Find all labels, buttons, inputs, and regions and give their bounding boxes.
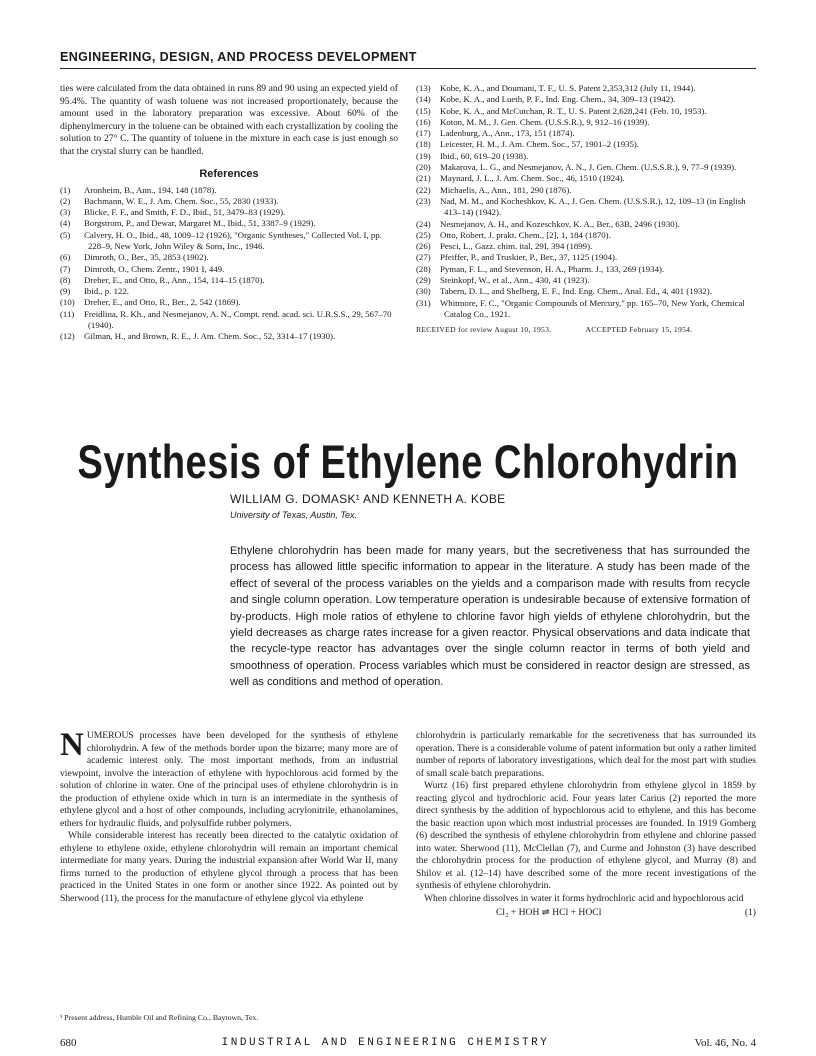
reference-number: (10) [60,297,75,308]
body-paragraph-1: NUMEROUS processes have been developed for the synthesis of ethylene chlorohydrin. A few of the methods border upon the bizarre; many more are of academic interest only. The most important methods, from an industrial viewpoint, involve the interaction of ethylene with hypochlorous acid formed by the solution of chlorine in water. One of the principal uses of ethylene chlorohydrin is in the production of ethylene oxide which in turn is an intermediate in the synthesis of ethylene glycol and a host of other compounds, including acrylonitrile, ethanolamines, ethers for hydraulic fluids, and polysulfide rubber polymers. [60,727,398,829]
reference-number: (9) [60,286,71,297]
right-top-column [416,83,756,337]
body-paragraph-2: While considerable interest has recently been directed to the catalytic oxidation of ethylene to ethylene oxide, ethylene chlorohydrin will remain an important chemical intermediate for many years. During the industrial expansion after World War II, many firms turned to the production of ethylene glycol through a process that has been practiced in the United States in one form or another since 1922. As pointed out by Sherwood (11), the process for the manufacture of ethylene glycol via ethylene [60,830,398,904]
reference-text: Dreher, E., and Otto, R., Ann., 154, 114–15 (1870). [84,274,265,285]
reference-item [416,298,756,321]
reference-text: Otto, Robert, J. prakt. Chem., [2], 1, 184 (1870). [440,229,611,240]
reference-number: (28) [416,263,431,274]
reference-text: Pyman, F. L., and Stevenson, H. A., Pharm. J., 133, 269 (1934). [440,263,665,274]
abstract: Ethylene chlorohydrin has been made for many years, but the secretiveness that has surrounded the process has allowed little specific information to appear in the literature. A study has been made of the effect of several of the process variables on the yields and a comparison made with results from recycle and single column operation. Low temperature operation is undesirable because of extensive formation of by-products. High mole ratios of ethylene to chlorine favor high yields of ethylene chlorohydrin, but the yield decreases as charge rates increase for a given reactor. Physical observations and data indicate that the recycle-type reactor has advantages over the single column reactor in terms of both yield and smoothness of operation. Process variables which must be considered in reactor design are stressed, as well as conditions and method of operation. [230,545,750,689]
reference-item [60,286,398,297]
body-left-column [60,727,398,905]
reference-item [60,275,398,286]
intro-paragraph: ties were calculated from the data obtained in runs 89 and 90 using an expected yield of 95.4%. The quantity of wash toluene was not increased proportionately, because the amount used in the laboratory preparation was excessive. About 60% of the diphenylmercury in the toluene can be obtained with each crystallization by cooling the solution to 27° C. The quantity of toluene in the mixture in each case is just enough so that the crystal slurry can be handled. [60,83,398,157]
reference-item [416,117,756,128]
reference-number: (3) [60,207,71,218]
reference-text: Pesci, L., Gazz. chim. ital, 29I, 394 (1899). [440,241,593,252]
reference-number: (26) [416,241,431,252]
reference-text: Aronheim, B., Ann., 194, 148 (1878). [84,184,217,195]
reference-number: (13) [416,83,431,93]
equation-1 [416,907,756,920]
reference-item [416,83,756,94]
reference-number: (12) [60,331,75,342]
reference-text: Leicester, H. M., J. Am. Chem. Soc., 57, 1901–2 (1935). [440,139,640,150]
body-paragraph-4: Wurtz (16) first prepared ethylene chlorohydrin from ethylene glycol in 1859 by reacting glycol and hydrochloric acid. Four years later Carius (2) reported the more direct synthesis by the addition of hypochlorous acid to ethylene, and this has become the basic reaction upon which most industrial processes are founded. In 1919 Gomberg (6) described the synthesis of ethylene chlorohydrin from ethylene and chlorine passed into water. Sherwood (11), McClellan (7), and Curme and Johnston (3) have described the chlorohydrin process for the production of ethylene glycol, and Murray (8) and Shilov et al. (12–14) have described some of the more recent investigations of the synthesis of ethylene chlorohydrin. [416,780,756,891]
reference-text: Nesmejanov, A. H., and Kozeschkov, K. A., Ber., 63B, 2496 (1930). [440,218,680,229]
reference-number: (21) [416,173,431,184]
reference-text: Kobe, K. A., and McCutchan, R. T., U. S. Patent 2,628,241 (Feb. 10, 1953). [440,105,707,116]
page-footer [60,1037,756,1049]
reference-text: Nad, M. M., and Kocheshkov, K. A., J. Gen. Chem. (U.S.S.R.), 12, 109–13 (in English 413–14) (1942). [440,195,746,218]
reference-number: (11) [60,308,75,319]
reference-text: Kobe, K. A., and Lueth, P. F., Ind. Eng. Chem., 34, 309–13 (1942). [440,94,676,105]
equation-text: Cl₂ + HOH ⇌ HCl + HOCl [496,907,602,918]
reference-item [60,230,398,253]
reference-number: (2) [60,195,71,206]
reference-text: Freidlina, R. Kh., and Nesmejanov, A. N., Compt. rend. acad. sci. U.R.S.S., 29, 567–70 (1940). [84,308,392,331]
reference-text: Steinkopf, W., et al., Ann., 430, 41 (1923). [440,275,590,286]
reference-item [416,230,756,241]
reference-item [60,196,398,207]
reference-item [416,151,756,162]
reference-item [60,218,398,229]
reference-text: Pfeiffer, P., and Truskier, P., Ber., 37, 1125 (1904). [440,252,618,263]
reference-item [60,297,398,308]
reference-item [416,162,756,173]
reference-text: Blicke, F. F., and Smith, F. D., Ibid., 51, 3479–83 (1929). [84,207,286,218]
received-line [416,324,756,337]
article-title: Synthesis of Ethylene Chlorohydrin [77,436,739,490]
left-top-column [60,83,398,343]
running-head: ENGINEERING, DESIGN, AND PROCESS DEVELOPMENT [60,50,417,64]
reference-number: (30) [416,286,431,297]
body-right-column [416,730,756,920]
reference-item [416,94,756,105]
reference-text: Ibid., 60, 619–20 (1938). [440,150,529,161]
reference-item [416,219,756,230]
received-date: RECEIVED for review August 10, 1953. [416,325,552,335]
reference-number: (5) [60,229,71,240]
reference-number: (1) [60,184,71,195]
reference-text: Borgstrom, P., and Dewar, Margaret M., Ibid., 51, 3387–9 (1929). [84,218,316,229]
equation-number: (1) [744,907,756,918]
reference-text: Tabern, D. L., and Shelberg, E. F., Ind. Eng. Chem., Anal. Ed., 4, 401 (1932). [440,286,712,297]
affiliation: University of Texas, Austin, Tex. [230,510,358,520]
reference-item [60,264,398,275]
reference-number: (24) [416,218,431,229]
reference-number: (25) [416,229,431,240]
authors: WILLIAM G. DOMASK¹ AND KENNETH A. KOBE [230,492,506,506]
reference-number: (20) [416,162,431,173]
references-list-left [60,185,398,343]
reference-item [416,173,756,184]
reference-number: (22) [416,184,431,195]
reference-item [416,275,756,286]
reference-number: (16) [416,116,431,127]
references-list-right [416,83,756,320]
reference-item [60,252,398,263]
footnote: ¹ Present address, Humble Oil and Refining Co., Baytown, Tex. [60,1013,259,1022]
reference-item [416,185,756,196]
reference-text: Maynard, J. L., J. Am. Chem. Soc., 46, 1510 (1924). [440,173,625,184]
reference-text: Dreher, E., and Otto, R., Ber., 2, 542 (1869). [84,297,241,308]
reference-item [416,106,756,117]
reference-number: (23) [416,195,431,206]
reference-text: Dimroth, O., Ber., 35, 2853 (1902). [84,252,209,263]
reference-item [416,252,756,263]
reference-number: (29) [416,275,431,286]
reference-text: Dimroth, O., Chem. Zentr., 1901 I, 449. [84,263,225,274]
volume-issue: Vol. 46, No. 4 [694,1037,756,1049]
reference-text: Michaelis, A., Ann., 181, 290 (1876). [440,184,572,195]
drop-cap: N [60,727,84,763]
reference-number: (4) [60,218,71,229]
reference-text: Koton, M. M., J. Gen. Chem. (U.S.S.R.), 9, 912–16 (1939). [440,116,650,127]
reference-number: (31) [416,297,431,308]
reference-text: Kobe, K. A., and Doumani, T. F., U. S. Patent 2,353,312 (July 11, 1944). [440,83,696,93]
reference-text: Ladenburg, A., Ann., 173, 151 (1874). [440,128,575,139]
reference-text: Bachmann, W. E., J. Am. Chem. Soc., 55, 2830 (1933). [84,195,279,206]
reference-item [60,309,398,332]
reference-item [416,241,756,252]
reference-number: (27) [416,252,431,263]
reference-number: (19) [416,150,431,161]
reference-text: Whitmore, F. C., "Organic Compounds of Mercury," pp. 165–70, New York, Chemical Catalog Co., 1921. [440,297,745,319]
reference-number: (14) [416,94,431,105]
reference-item [416,196,756,219]
reference-text: Makarova, L. G., and Nesmejanov, A. N., J. Gen. Chem. (U.S.S.R.), 9, 77–9 (1939). [440,162,737,173]
reference-number: (17) [416,128,431,139]
reference-number: (18) [416,139,431,150]
header-rule [60,68,756,69]
reference-item [416,286,756,297]
body-paragraph-3: chlorohydrin is particularly remarkable for the secretiveness that has surrounded its operation. There is a considerable volume of patent information but only a rather limited number of reports of laboratory investigations, which deal for the most part with studies of small scale batch preparations. [416,730,756,779]
reference-number: (8) [60,274,71,285]
reference-text: Calvery, H. O., Ibid., 48, 1009–12 (1926), "Organic Syntheses," Collected Vol. I, pp. 228–9, New York, John Wiley & Sons, Inc., 1946. [84,229,382,251]
reference-number: (6) [60,252,71,263]
references-heading: References [199,168,259,180]
reference-number: (15) [416,105,431,116]
reference-number: (7) [60,263,71,274]
reference-text: Ibid., p. 122. [84,286,129,297]
reference-text: Gilman, H., and Brown, R. E., J. Am. Chem. Soc., 52, 3314–17 (1930). [84,331,336,342]
reference-item [60,185,398,196]
reference-item [60,207,398,218]
reference-item [416,139,756,150]
accepted-date: ACCEPTED February 15, 1954. [585,325,693,335]
reference-item [60,331,398,342]
journal-name: INDUSTRIAL AND ENGINEERING CHEMISTRY [221,1037,550,1049]
reference-item [416,264,756,275]
body-paragraph-5: When chlorine dissolves in water it forms hydrochloric acid and hypochlorous acid [424,892,744,904]
page-number: 680 [60,1037,77,1049]
reference-item [416,128,756,139]
